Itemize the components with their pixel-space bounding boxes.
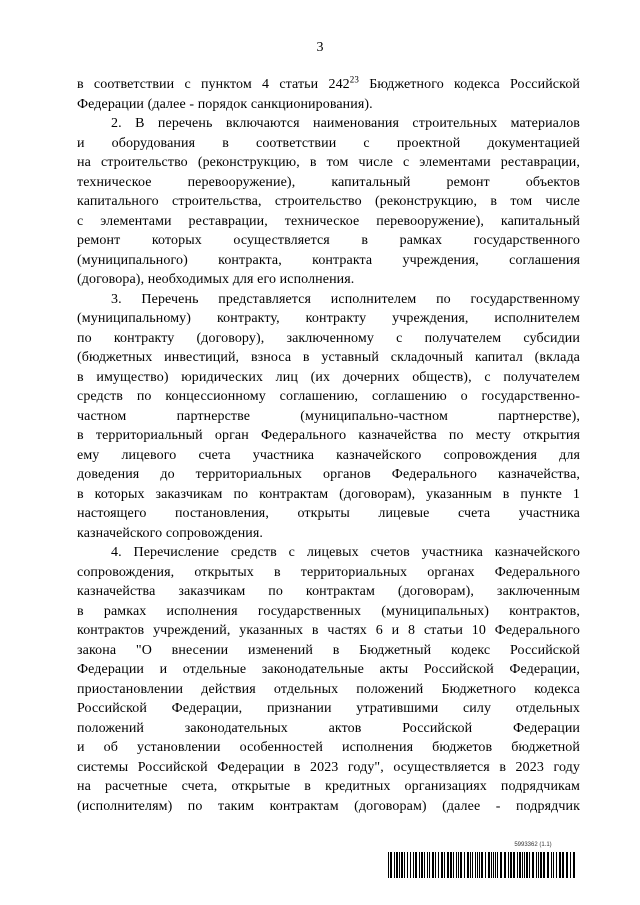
page-number: 3 [316,40,324,55]
barcode-bar [477,852,478,878]
barcode-bar [497,852,498,878]
barcode-bar [435,852,436,878]
text-line: в имущество) юридических лиц (их дочерних обществ), с получателем [77,369,580,385]
barcode-bar [410,852,411,878]
barcode-bar [510,852,512,878]
text-line: техническое перевооружение), капитальный ремонт объектов [77,174,580,190]
barcode-bar [441,852,443,878]
text-line: казначейского сопровождения. [77,525,264,541]
barcode-bar [566,852,568,878]
barcode-bar [460,852,462,878]
text-line: в рамках исполнения государственных (муниципальных) контрактов, [77,603,580,619]
barcode-bar [493,852,494,878]
text-line: 4. Перечисление средств с лицевых счетов участника казначейского [111,545,580,560]
text-line: системы Российской Федерации в 2023 году", осуществляется в 2023 году [77,759,580,775]
barcode-bar [543,852,545,878]
document-body [77,75,580,816]
barcode-bar [524,852,525,878]
barcode-bar [404,852,405,878]
text-line: закона "О внесении изменений в Бюджетный кодекс Российской [77,642,580,658]
text-line: положений законодательных актов Российской Федерации [77,720,580,736]
barcode-bar [500,852,502,878]
barcode-bar [513,852,515,878]
barcode-bar [529,852,530,878]
paragraph [77,290,580,544]
barcode-bar [427,852,428,878]
barcode-bar [491,852,492,878]
barcode-bar [396,852,398,878]
text-line: сопровождения, открытых в территориальных органах Федерального [77,564,580,580]
barcode-bar [456,852,457,878]
barcode-bar [401,852,403,878]
text-line: на строительство (реконструкцию, в том числе с элементами реставрации, [77,155,580,170]
barcode-bar [467,852,469,878]
barcode-bar [573,852,575,878]
barcode-bar [508,852,509,878]
barcode-bar [390,852,392,878]
text-line: и об установлении особенностей исполнения бюджетов бюджетной [77,740,580,755]
text-line: настоящего постановления, открыты лицевые счета участника [77,506,580,521]
barcode-bar [479,852,480,878]
barcode-bar [464,852,465,878]
barcode-bar [526,852,528,878]
barcode-bar [419,852,420,878]
barcode-bar [453,852,454,878]
barcode-bar [553,852,554,878]
barcode-bar [415,852,417,878]
barcode-bar [488,852,490,878]
barcode-bar [438,852,439,878]
barcode-bar [475,852,476,878]
text-line: доведения до территориальных органов Федерального казначейства, [77,467,580,482]
barcode-bar [517,852,518,878]
barcode [388,852,579,878]
barcode-bar [540,852,542,878]
paragraph [77,543,580,816]
paragraph [77,114,580,290]
barcode-bar [421,852,423,878]
barcode-bar [399,852,400,878]
barcode-bar [444,852,445,878]
barcode-bar [447,852,449,878]
text-line: в соответствии с пунктом 4 статьи $242^{23}$ Бюджетного кодекса Российской [77,75,580,92]
barcode-bar [458,852,459,878]
text-line: на расчетные счета, открытые в кредитных организациях подрядчикам [77,779,580,794]
text-line: (муниципальному) контракту, контракту учреждения, исполнителем [77,311,580,326]
text-line: в территориальный орган Федерального казначейства по месту открытия [77,428,580,443]
text-line: Российской Федерации, признании утратившими силу отдельных [77,701,580,716]
barcode-bar [413,852,414,878]
barcode-bar [394,852,395,878]
text-line: в которых заказчикам по контрактам (договорам), указанным в пункте 1 [77,486,580,502]
text-line: приостановлении действия отдельных положений Бюджетного кодекса [77,681,580,697]
text-line: казначейства заказчикам по контрактам (договорам), заключенным [77,584,580,599]
barcode-bar [432,852,434,878]
barcode-bar [551,852,552,878]
text-line: с элементами реставрации, техническое перевооружение), капитальный [77,213,580,229]
text-line: контрактов учреждений, указанных в частях 6 и 8 статьи 10 Федерального [77,623,580,638]
text-line: 2. В перечень включаются наименования строительных материалов [111,116,580,131]
barcode-bar [559,852,561,878]
barcode-bar [547,852,549,878]
barcode-bar [407,852,408,878]
paragraph [77,75,580,114]
barcode-bar [570,852,571,878]
barcode-bar [470,852,471,878]
text-line: частном партнерстве (муниципально-частном партнерстве), [77,408,580,424]
text-line: и оборудования в соответствии с проектной документацией [77,135,580,151]
document-code: 5993362 (1.1) [514,842,552,848]
text-line: Федерации (далее - порядок санкционирования). [77,96,373,112]
barcode-bar [532,852,534,878]
barcode-bar [504,852,506,878]
text-line: (бюджетных инвестиций, взноса в уставный складочный капитал (вклада [77,350,580,365]
barcode-bar [522,852,523,878]
barcode-bar [485,852,486,878]
barcode-bar [388,852,389,878]
text-line: средств по концессионному соглашению, соглашению о государственно- [77,389,580,404]
barcode-bar [556,852,557,878]
text-line: 3. Перечень представляется исполнителем по государственному [111,291,580,307]
text-line: по контракту (договору), заключенному с получателем субсидии [77,330,580,346]
barcode-bar [424,852,425,878]
text-line: (муниципального) контракта, контракта учреждения, соглашения [77,252,580,268]
barcode-bar [450,852,452,878]
text-line: Федерации и отдельные законодательные акты Российской Федерации, [77,662,580,677]
text-line: (договора), необходимых для его исполнения. [77,272,355,287]
barcode-bar [519,852,521,878]
barcode-bar [481,852,483,878]
barcode-bar [538,852,539,878]
text-line: ремонт которых осуществляется в рамках государственного [77,233,580,248]
text-line: капитального строительства, строительство (реконструкцию, в том числе [77,194,580,209]
barcode-bar [472,852,473,878]
text-line: ему лицевого счета участника казначейского сопровождения для [77,447,580,463]
barcode-bar [536,852,537,878]
barcode-bar [429,852,430,878]
text-line: (исполнителям) по таким контрактам (договорам) (далее - подрядчик [77,798,580,814]
barcode-bar [562,852,564,878]
barcode-bar [495,852,496,878]
